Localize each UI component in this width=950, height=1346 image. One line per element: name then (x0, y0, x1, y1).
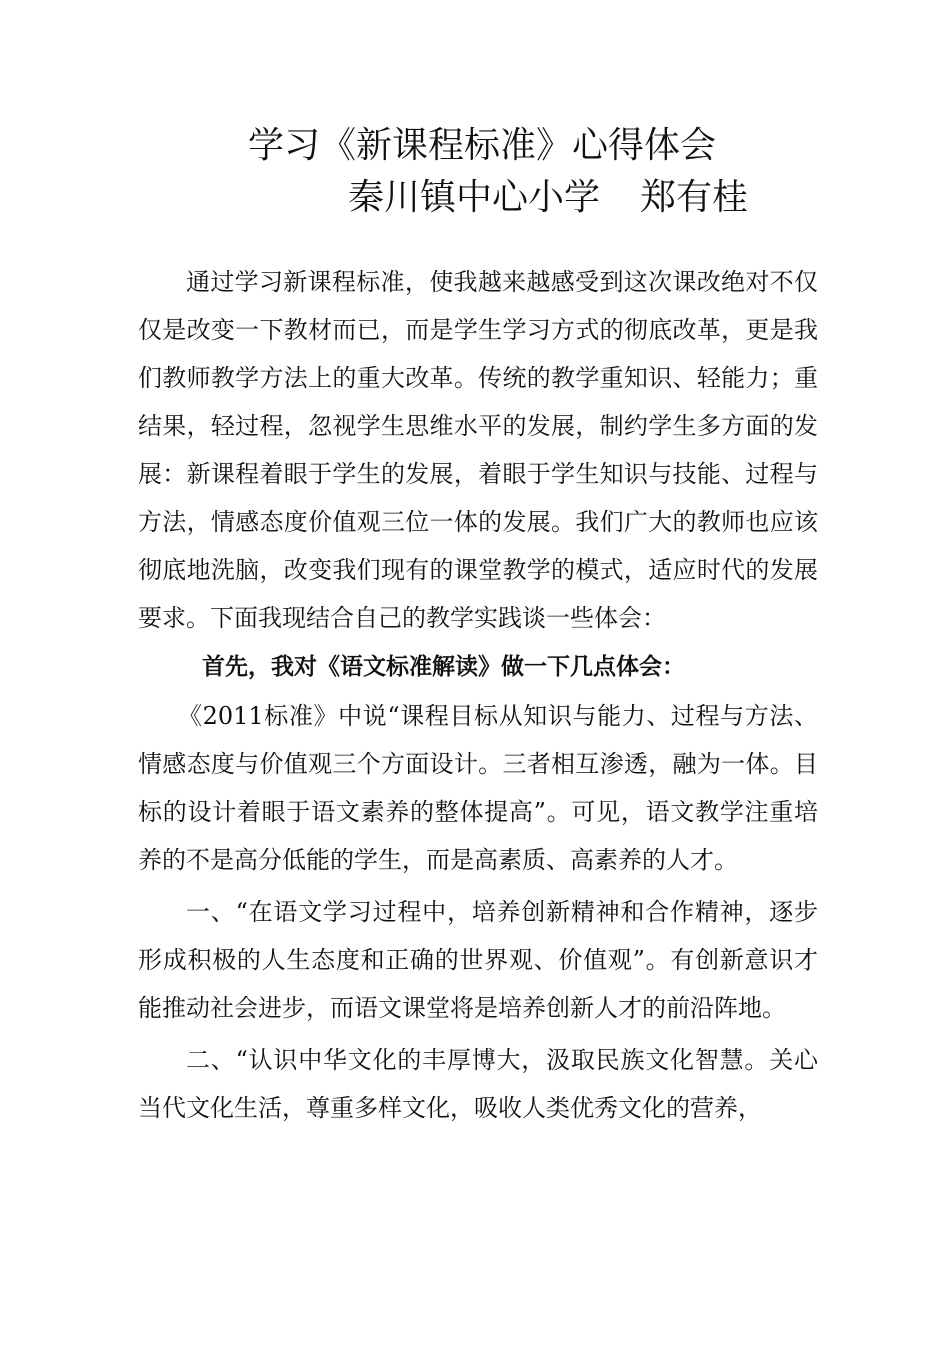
section-heading: 首先，我对《语文标准解读》做一下几点体会： (202, 654, 685, 680)
item-two-paragraph: 二、“认识中华文化的丰厚博大，汲取民族文化智慧。关心当代文化生活，尊重多样文化，吸收人类优秀文化的营养， (138, 1046, 818, 1122)
item-one-paragraph: 一、“在语文学习过程中，培养创新精神和合作精神，逐步形成积极的人生态度和正确的世界观、价值观”。有创新意识才能推动社会进步，而语文课堂将是培养创新人才的前沿阵地。 (138, 898, 818, 1022)
document-title: 学习《新课程标准》心得体会 (248, 125, 717, 166)
quote-paragraph: 《2011标准》中说“课程目标从知识与能力、过程与方法、情感态度与价值观三个方面设计。三者相互渗透，融为一体。目标的设计着眼于语文素养的整体提高”。可见，语文教学注重培养的不是高分低能的学生，而是高素质、高素养的人才。 (138, 702, 818, 874)
document-body (138, 258, 818, 1132)
author-school: 秦川镇中心小学 (348, 177, 601, 218)
intro-paragraph: 通过学习新课程标准，使我越来越感受到这次课改绝对不仅仅是改变一下教材而已，而是学生学习方式的彻底改革，更是我们教师教学方法上的重大改革。传统的教学重知识、轻能力；重结果，轻过程，忽视学生思维水平的发展，制约学生多方面的发展：新课程着眼于学生的发展，着眼于学生知识与技能、过程与方法，情感态度价值观三位一体的发展。我们广大的教师也应该彻底地洗脑，改变我们现有的课堂教学的模式，适应时代的发展要求。下面我现结合自己的教学实践谈一些体会： (138, 268, 818, 632)
author-name: 郑有桂 (640, 177, 749, 218)
author-line (348, 174, 748, 222)
